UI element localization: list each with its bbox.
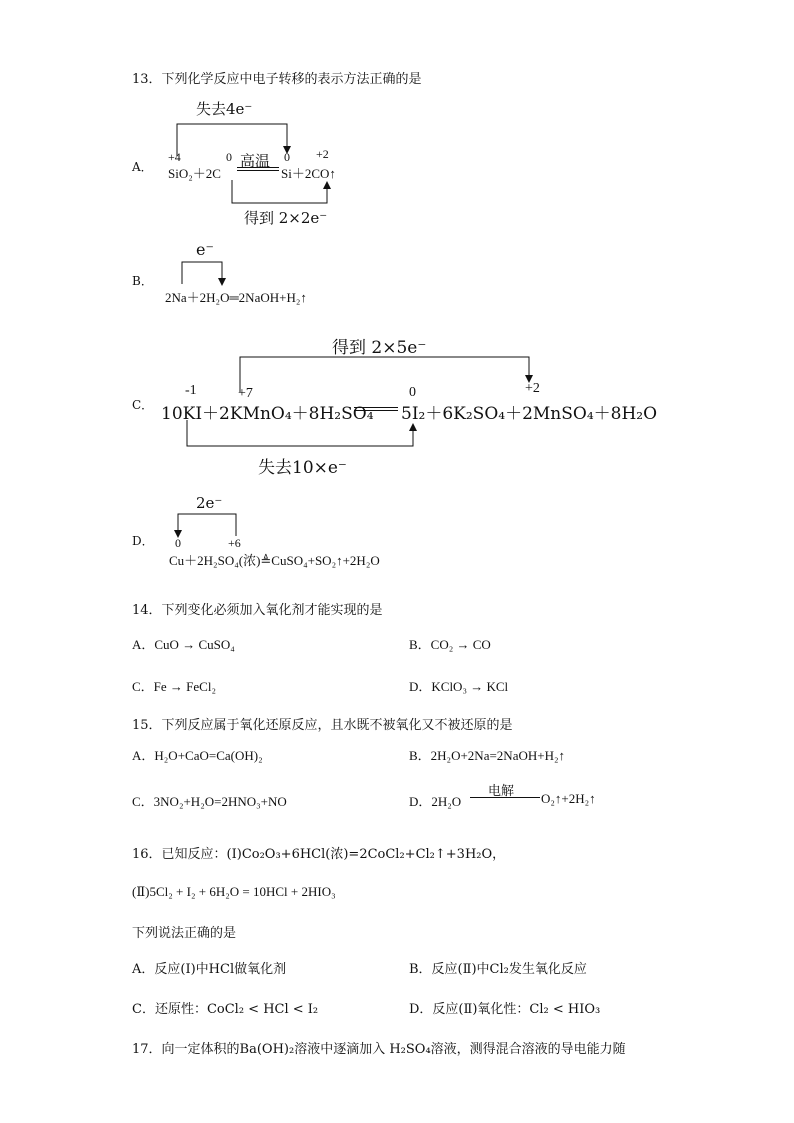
q13-a-ox-c2: +2 — [316, 147, 329, 161]
q16-option-a: A．反应(Ⅰ)中HCl做氧化剂 — [132, 962, 287, 977]
q13-d-top-arrow-label: 2e⁻ — [196, 494, 223, 512]
q13-b-top-arrow-label: e⁻ — [196, 240, 214, 259]
q14-option-d: D．KClO₃ → KCl — [409, 679, 509, 694]
q13-d-ox-cu: 0 — [175, 536, 181, 550]
q13-a-ox-si2: 0 — [284, 150, 290, 164]
q15-d-left: D．2H₂O — [409, 794, 462, 809]
q15-option-b: B．2H₂O+2Na=2NaOH+H₂↑ — [409, 748, 565, 763]
q13-a-right: Si＋2CO↑ — [281, 166, 336, 181]
q15-d-line — [470, 797, 540, 798]
q13-c-ox-i2: 0 — [409, 385, 416, 400]
q16-option-c: C．还原性：CoCl₂ < HCl < I₂ — [132, 1002, 319, 1017]
q13-c-bottom-arrow-label: 失去10×e⁻ — [258, 458, 347, 478]
q15-stem: 15．下列反应属于氧化还原反应，且水既不被氧化又不被还原的是 — [132, 718, 513, 733]
q15-option-c: C．3NO₂+H₂O=2HNO₃+NO — [132, 794, 287, 809]
q13-d-equation: Cu＋2H₂SO₄(浓)≜CuSO₄+SO₂↑+2H₂O — [169, 553, 380, 568]
q13-c-right: 5I₂＋6K₂SO₄＋2MnSO₄＋8H₂O — [401, 404, 658, 424]
q14-stem: 14．下列变化必须加入氧化剂才能实现的是 — [132, 603, 383, 618]
q13-c-ox-mn: +7 — [238, 386, 253, 401]
q13-a-label: A． — [132, 160, 153, 174]
q14-option-c: C．Fe → FeCl₂ — [132, 679, 216, 694]
q13-a-left: SiO₂＋2C — [168, 166, 221, 181]
q13-stem: 13．下列化学反应中电子转移的表示方法正确的是 — [132, 72, 422, 87]
q13-a-condition: 高温 — [240, 152, 271, 170]
q15-d-condition: 电解 — [488, 784, 515, 799]
q13-d-label: D． — [132, 534, 154, 548]
q17-stem: 17．向一定体积的Ba(OH)₂溶液中逐滴加入 H₂SO₄溶液，测得混合溶液的导电能力随 — [132, 1042, 626, 1057]
q13-a-ox-c: 0 — [226, 150, 232, 164]
q13-c-label: C． — [132, 398, 154, 412]
q13-c-ox-mn2: +2 — [525, 381, 540, 396]
q13-a-bottom-arrow-label: 得到 2×2e⁻ — [244, 209, 328, 227]
q13-c-left: 10KI＋2KMnO₄＋8H₂SO₄ — [161, 404, 374, 424]
q15-option-a: A．H₂O+CaO=Ca(OH)₂ — [132, 748, 263, 763]
q16-option-d: D．反应(Ⅱ)氧化性：Cl₂ < HIO₃ — [409, 1002, 601, 1017]
q13-a-top-arrow-label: 失去4e⁻ — [196, 100, 253, 118]
q13-b-label: B． — [132, 274, 153, 288]
q14-option-a: A．CuO → CuSO₄ — [132, 637, 235, 652]
q13-d-ox-s: +6 — [228, 536, 241, 550]
q16-option-b: B．反应(Ⅱ)中Cl₂发生氧化反应 — [409, 962, 587, 977]
q14-option-b: B．CO₂ → CO — [409, 637, 491, 652]
q13-a-ox-si: +4 — [168, 150, 181, 164]
q13-b-equation: 2Na＋2H₂O═2NaOH+H₂↑ — [165, 290, 307, 305]
q15-d-right: O₂↑+2H₂↑ — [541, 791, 596, 806]
q13-c-top-arrow-label: 得到 2×5e⁻ — [332, 338, 427, 358]
q13-c-ox-i: -1 — [185, 383, 197, 398]
q16-stem: 16．已知反应：(Ⅰ)Co₂O₃+6HCl(浓)=2CoCl₂+Cl₂↑+3H₂O， — [132, 847, 506, 862]
q16-question: 下列说法正确的是 — [132, 926, 237, 941]
q16-reaction-2: (Ⅱ)5Cl₂ + I₂ + 6H₂O = 10HCl + 2HIO₃ — [132, 884, 336, 899]
